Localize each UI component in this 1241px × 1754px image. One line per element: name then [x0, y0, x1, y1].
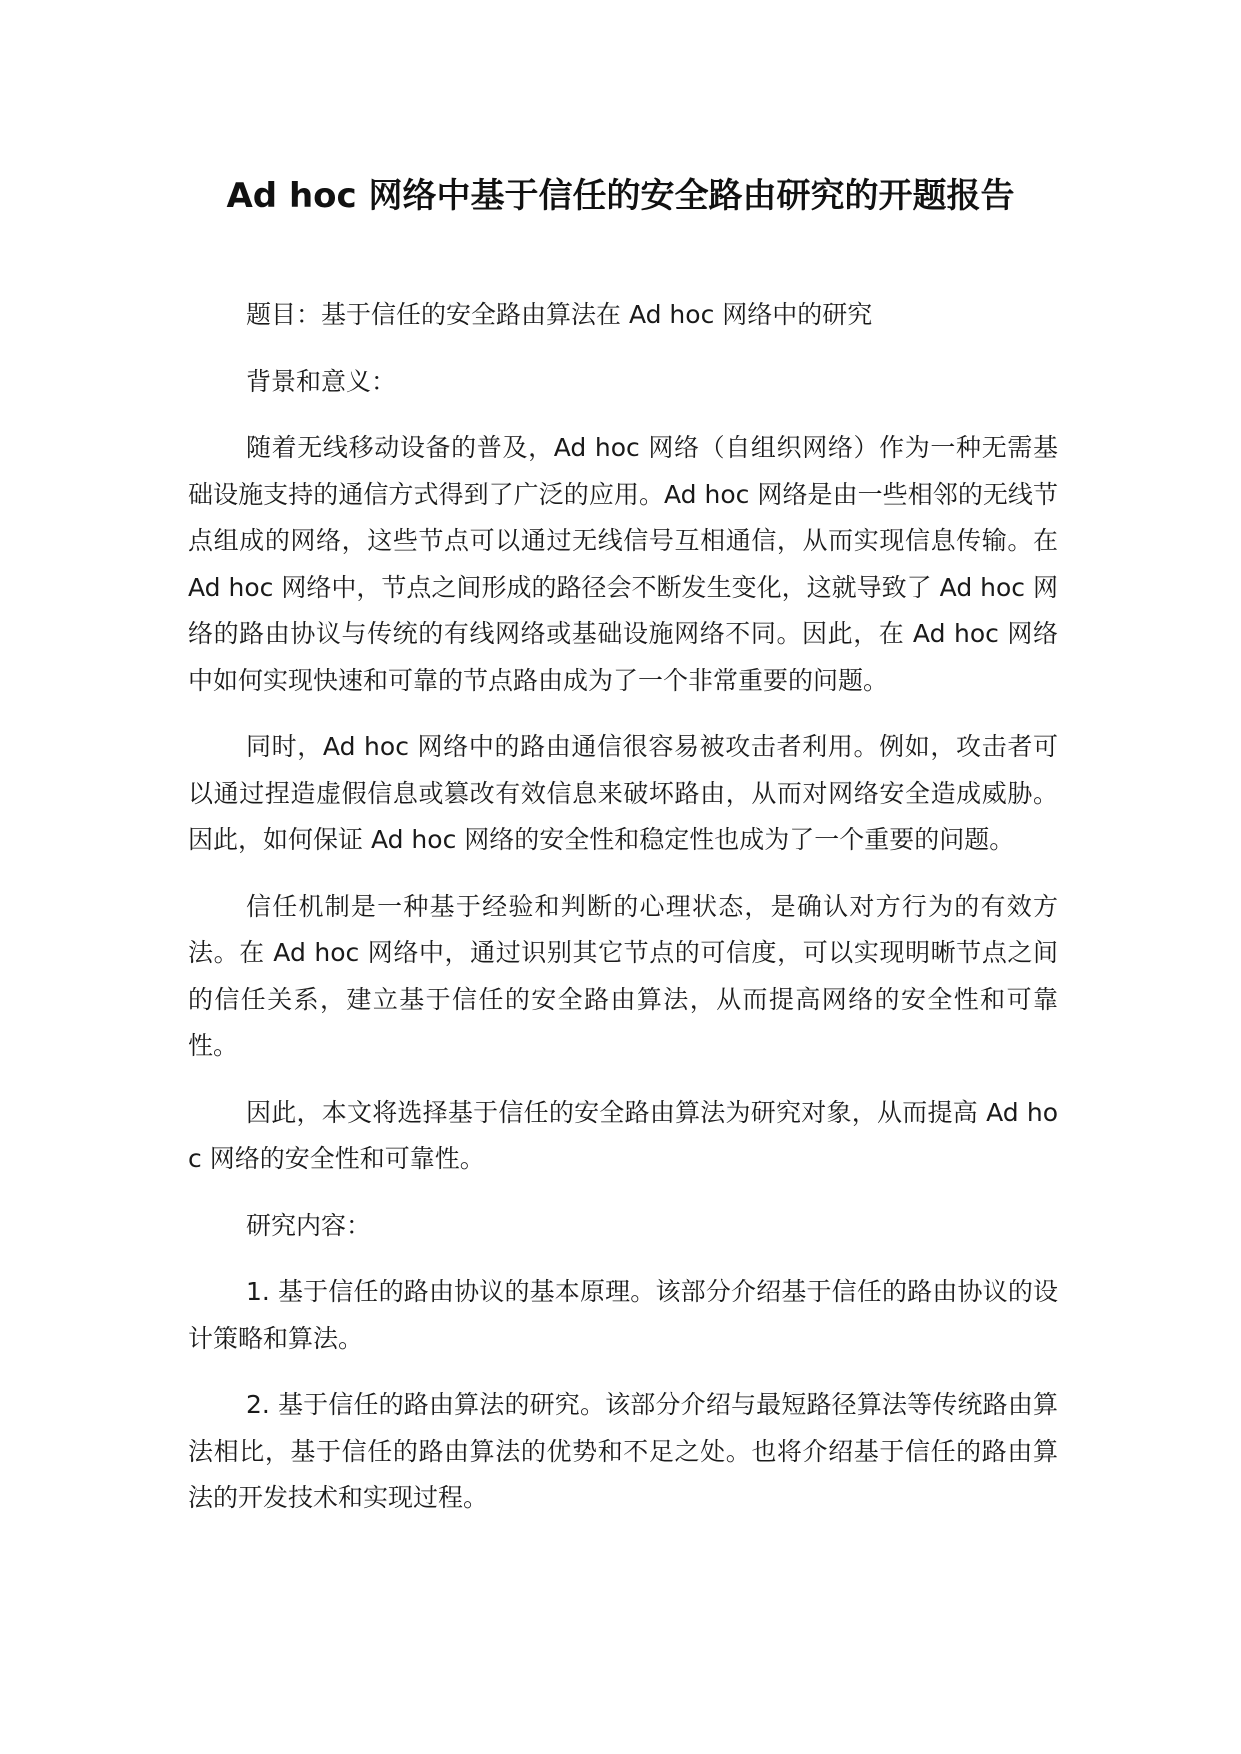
section-heading-content: 研究内容：	[246, 1210, 372, 1240]
section-heading-background: 背景和意义：	[246, 366, 397, 396]
body-paragraph: 同时，Ad hoc 网络中的路由通信很容易被攻击者利用。例如，攻击者可以通过捏造虚假信息或篡改有效信息来破坏路由，从而对网络安全造成威胁。因此，如何保证 Ad hoc 网络的安全性和稳定性也成为了一个重要的问题。	[188, 732, 1058, 854]
body-paragraph: 因此，本文将选择基于信任的安全路由算法为研究对象，从而提高 Ad hoc 网络的安全性和可靠性。	[188, 1097, 1058, 1173]
document-body	[188, 292, 1058, 1542]
body-paragraph: 随着无线移动设备的普及，Ad hoc 网络（自组织网络）作为一种无需基础设施支持的通信方式得到了广泛的应用。Ad hoc 网络是由一些相邻的无线节点组成的网络，这些节点可以通过无线信号互相通信，从而实现信息传输。在 Ad hoc 网络中，节点之间形成的路径会不断发生变化，这就导致了 Ad hoc 网络的路由协议与传统的有线网络或基础设施网络不同。因此，在 Ad hoc 网络中如何实现快速和可靠的节点路由成为了一个非常重要的问题。	[188, 433, 1058, 695]
topic-paragraph: 题目：基于信任的安全路由算法在 Ad hoc 网络中的研究	[246, 300, 873, 329]
body-paragraph: 信任机制是一种基于经验和判断的心理状态，是确认对方行为的有效方法。在 Ad hoc 网络中，通过识别其它节点的可信度，可以实现明晰节点之间的信任关系，建立基于信任的安全路由算法，从而提高网络的安全性和可靠性。	[188, 891, 1058, 1060]
document-title: Ad hoc 网络中基于信任的安全路由研究的开题报告	[226, 176, 1015, 216]
list-item: 1. 基于信任的路由协议的基本原理。该部分介绍基于信任的路由协议的设计策略和算法。	[188, 1277, 1058, 1353]
list-item: 2. 基于信任的路由算法的研究。该部分介绍与最短路径算法等传统路由算法相比，基于信任的路由算法的优势和不足之处。也将介绍基于信任的路由算法的开发技术和实现过程。	[188, 1390, 1058, 1512]
